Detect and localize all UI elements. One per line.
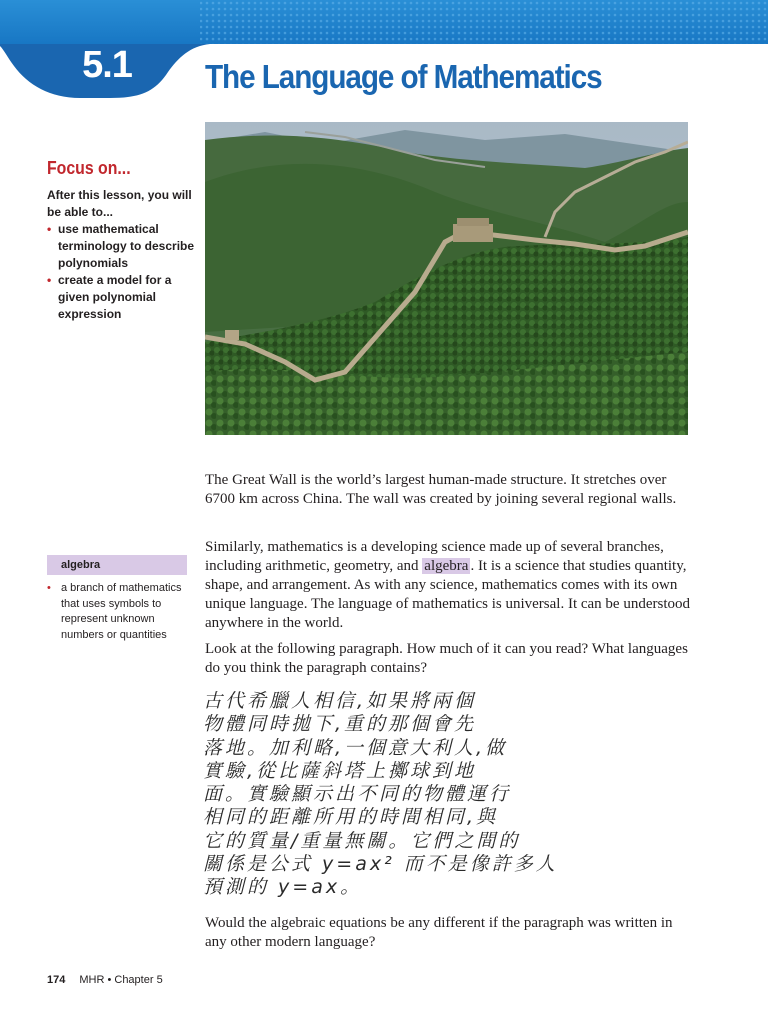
focus-item: • use mathematical terminology to describe polynomials [47, 222, 195, 270]
paragraph-great-wall: The Great Wall is the world’s largest human-made structure. It stretches over 6700 km across China. The wall was created by joining several regional walls. [205, 472, 677, 507]
handwriting-line: 物體同時拋下,重的那個會先 [203, 713, 477, 736]
glossary-box [47, 555, 187, 643]
paragraph-closing-question: Would the algebraic equations be any different if the paragraph was written in any other modern language? [205, 915, 673, 950]
focus-intro: After this lesson, you will be able to... [47, 188, 192, 219]
page-footer [47, 974, 163, 986]
handwriting-line: 預測的 y=ax。 [203, 876, 363, 899]
glossary-term-highlight[interactable]: algebra [424, 558, 469, 574]
glossary-term: algebra [47, 555, 187, 575]
focus-item: • create a model for a given polynomial expression [47, 273, 172, 321]
handwritten-chinese-paragraph [203, 690, 588, 900]
focus-list [47, 221, 197, 323]
glossary-definition: • a branch of mathematics that uses symbols to represent unknown numbers or quantities [47, 582, 182, 641]
footer-text: MHR • Chapter 5 [79, 974, 163, 986]
great-wall-photo [205, 122, 688, 435]
page-title: The Language of Mathematics [205, 58, 602, 95]
bullet-icon: • [47, 582, 51, 594]
paragraph-question: Look at the following paragraph. How much of it can you read? What languages do you think the paragraph contains? [205, 641, 688, 676]
handwriting-line: 關係是公式 y=ax² 而不是像許多人 [203, 853, 558, 876]
handwriting-line: 它的質量/重量無關。它們之間的 [203, 829, 521, 852]
handwriting-line: 落地。加利略,一個意大利人,做 [203, 736, 508, 759]
section-number: 5.1 [82, 44, 132, 86]
handwriting-line: 古代希臘人相信,如果將兩個 [203, 690, 477, 712]
focus-on-box [47, 158, 197, 323]
handwriting-line: 實驗,從比薩斜塔上擲球到地 [203, 759, 477, 782]
handwriting-line: 相同的距離所用的時間相同,與 [203, 806, 499, 829]
bullet-icon: • [47, 273, 52, 287]
page-number: 174 [47, 974, 66, 986]
focus-heading: Focus on... [47, 158, 131, 178]
bullet-icon: • [47, 222, 52, 236]
handwriting-line: 面。實驗顯示出不同的物體運行 [203, 783, 512, 806]
paragraph-mathematics: Similarly, mathematics is a developing science made up of several branches, including arithmetic, geometry, and algebra . It is a science that studies quantity, shape, and arrangement. As with any science, mathematics comes with its own unique language. The language of mathematics is universal. It can be understood anywhere in the world. [205, 539, 690, 631]
